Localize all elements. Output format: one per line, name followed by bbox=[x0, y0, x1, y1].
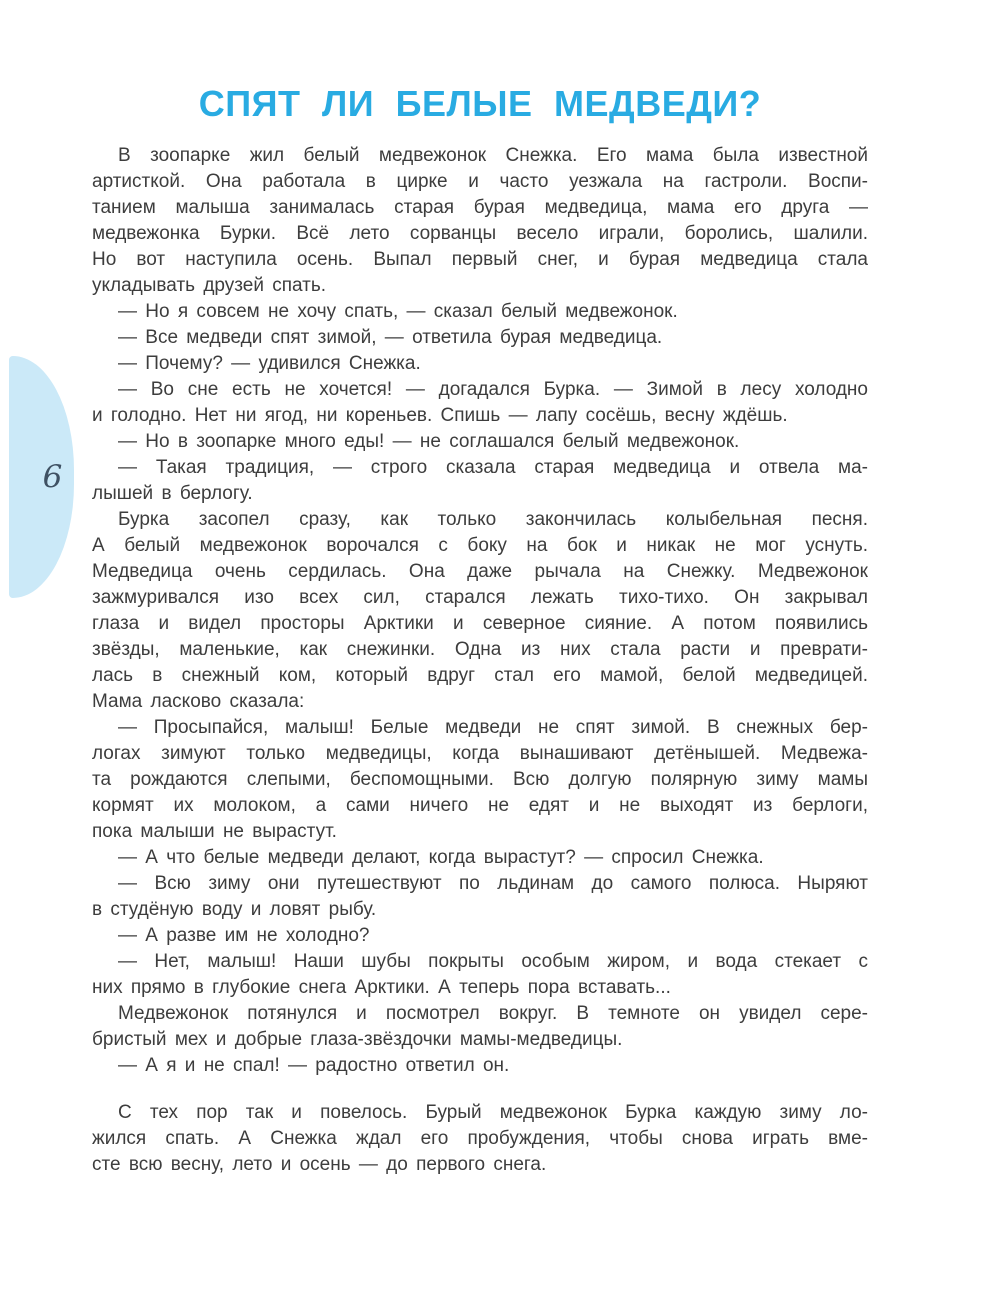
story-line: бристый мех и добрые глаза-звёздочки мамы-медведицы. bbox=[92, 1029, 623, 1050]
story-line: лышей в берлогу. bbox=[92, 483, 253, 504]
story-line: укладывать друзей спать. bbox=[92, 275, 327, 296]
page-title: СПЯТ ЛИ БЕЛЫЕ МЕДВЕДИ? bbox=[198, 83, 762, 124]
story-paragraph bbox=[92, 351, 868, 377]
story-paragraph bbox=[92, 377, 868, 429]
story bbox=[92, 143, 868, 1178]
story-line: Бурка засопел сразу, как только закончилась колыбельная песня. bbox=[118, 509, 868, 530]
story-line: — Всю зиму они путешествуют по льдинам до самого полюса. Ныряют bbox=[118, 873, 868, 894]
story-line: — А разве им не холодно? bbox=[118, 925, 370, 946]
story-line: звёзды, маленькие, как снежинки. Одна из них стала расти и преврати- bbox=[92, 639, 868, 660]
story-line: лась в снежный ком, который вдруг стал его мамой, белой медведицей. bbox=[92, 665, 868, 686]
story-line: танием малыша занималась старая бурая медведица, мама его друга — bbox=[92, 197, 868, 218]
story-line: жился спать. А Снежка ждал его пробуждения, чтобы снова играть вме- bbox=[92, 1128, 868, 1149]
story-line: В зоопарке жил белый медвежонок Снежка. Его мама была известной bbox=[118, 145, 868, 166]
story-line: Медведица очень сердилась. Она даже рычала на Снежку. Медвежонок bbox=[92, 561, 868, 582]
page-number-tab bbox=[9, 356, 74, 598]
story-line: них прямо в глубокие снега Арктики. А теперь пора вставать... bbox=[92, 977, 671, 998]
story-line: — Нет, малыш! Наши шубы покрыты особым жиром, и вода стекает с bbox=[118, 951, 868, 972]
story-paragraph bbox=[92, 143, 868, 299]
story-line: С тех пор так и повелось. Бурый медвежонок Бурка каждую зиму ло- bbox=[118, 1102, 868, 1123]
story-line: Медвежонок потянулся и посмотрел вокруг. В темноте он увидел сере- bbox=[118, 1003, 868, 1024]
story-paragraph bbox=[92, 845, 868, 871]
story-paragraph bbox=[92, 949, 868, 1001]
story-line: — Просыпайся, малыш! Белые медведи не спят зимой. В снежных бер- bbox=[118, 717, 868, 738]
story-paragraph bbox=[92, 429, 868, 455]
story-paragraph bbox=[92, 1100, 868, 1178]
story-line: А белый медвежонок ворочался с боку на бок и никак не мог уснуть. bbox=[92, 535, 868, 556]
story-line: — А что белые медведи делают, когда вырастут? — спросил Снежка. bbox=[118, 847, 764, 868]
story-line: кормят их молоком, а сами ничего не едят и не выходят из берлоги, bbox=[92, 795, 868, 816]
story-line: зажмуривался изо всех сил, старался лежать тихо-тихо. Он закрывал bbox=[92, 587, 868, 608]
story-line: глаза и видел просторы Арктики и северное сияние. А потом появились bbox=[92, 613, 868, 634]
story-line: Мама ласково сказала: bbox=[92, 691, 305, 712]
story-line: пока малыши не вырастут. bbox=[92, 821, 337, 842]
story-line: — А я и не спал! — радостно ответил он. bbox=[118, 1055, 510, 1076]
story-line: — Но я совсем не хочу спать, — сказал белый медвежонок. bbox=[118, 301, 678, 322]
story-line: — Такая традиция, — строго сказала старая медведица и отвела ма- bbox=[118, 457, 868, 478]
story-paragraph bbox=[92, 325, 868, 351]
story-paragraph bbox=[92, 507, 868, 715]
story-line: логах зимуют только медведицы, когда вынашивают детёнышей. Медвежа- bbox=[92, 743, 868, 764]
story-paragraph bbox=[92, 871, 868, 923]
story-paragraph bbox=[92, 455, 868, 507]
story-line: Но вот наступила осень. Выпал первый снег, и бурая медведица стала bbox=[92, 249, 868, 270]
story-line: — Во сне есть не хочется! — догадался Бурка. — Зимой в лесу холодно bbox=[118, 379, 868, 400]
story-paragraph bbox=[92, 1053, 868, 1079]
story-line: в студёную воду и ловят рыбу. bbox=[92, 899, 377, 920]
story-line: та рождаются слепыми, беспомощными. Всю долгую полярную зиму мамы bbox=[92, 769, 868, 790]
story-line: сте всю весну, лето и осень — до первого снега. bbox=[92, 1154, 547, 1175]
story-line: медвежонка Бурки. Всё лето сорванцы весело играли, боролись, шалили. bbox=[92, 223, 868, 244]
story-paragraph bbox=[92, 715, 868, 845]
story-paragraph bbox=[92, 299, 868, 325]
story-line: — Но в зоопарке много еды! — не соглашался белый медвежонок. bbox=[118, 431, 740, 452]
story-line: и голодно. Нет ни ягод, ни кореньев. Спишь — лапу сосёшь, весну ждёшь. bbox=[92, 405, 788, 426]
page-number: 6 bbox=[42, 459, 63, 495]
story-line: — Почему? — удивился Снежка. bbox=[118, 353, 421, 374]
story-paragraph bbox=[92, 923, 868, 949]
story-line: — Все медведи спят зимой, — ответила бурая медведица. bbox=[118, 327, 663, 348]
story-line: артисткой. Она работала в цирке и часто уезжала на гастроли. Воспи- bbox=[92, 171, 868, 192]
story-paragraph bbox=[92, 1001, 868, 1053]
